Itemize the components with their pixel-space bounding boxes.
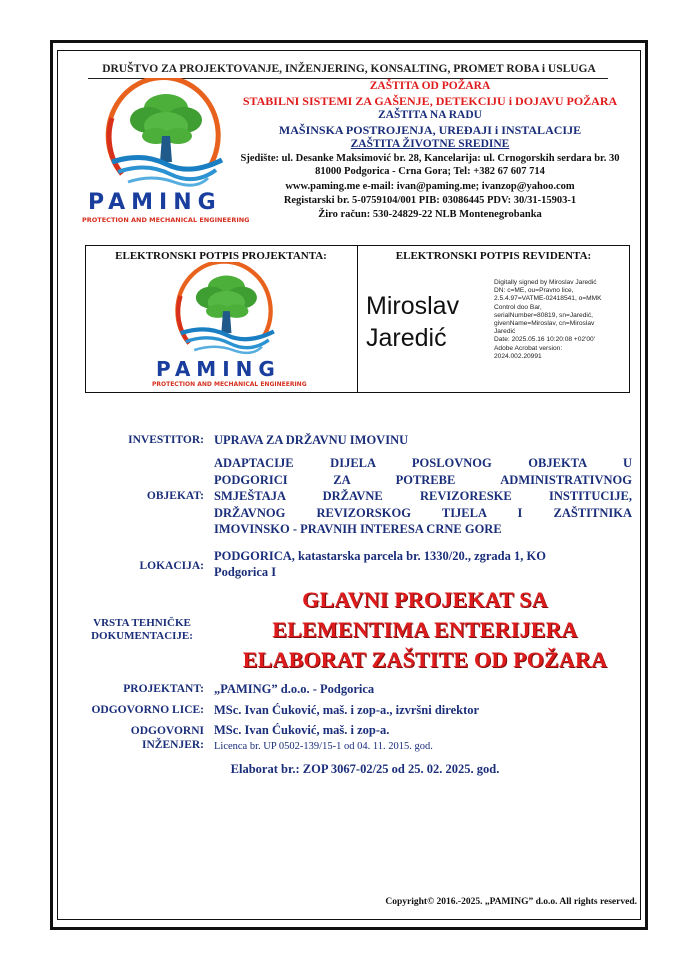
- signature-detail-line: 2024.002.20991: [494, 352, 542, 360]
- signature-detail-line: Adobe Acrobat version:: [494, 344, 563, 352]
- signature-detail-line: DN: c=ME, ou=Pravno lice,: [494, 287, 574, 295]
- object-label: OBJEKAT:: [146, 490, 204, 502]
- doc-type-label: [72, 617, 212, 643]
- investor-label: INVESTITOR:: [128, 434, 204, 446]
- signer-first-name: Miroslav: [366, 292, 460, 320]
- service-fire-protection: ZAŠTITA OD POŽARA: [369, 80, 491, 92]
- bank-account-line: Žiro račun: 530-24829-22 NLB Montenegrobanka: [318, 209, 542, 220]
- designer-signature-title: ELEKTRONSKI POTPIS PROJEKTANTA:: [115, 250, 327, 262]
- signer-last-name: Jaredić: [366, 324, 447, 352]
- location-value: [214, 548, 546, 580]
- location-label: LOKACIJA:: [139, 560, 204, 572]
- object-line: DRŽAVNOG REVIZORSKOG TIJELA I ZAŠTITNIKA: [214, 505, 632, 520]
- logo-name: PAMING: [88, 190, 222, 215]
- signature-detail-line: Date: 2025.05.16 10:20:08 +02'00': [494, 336, 595, 344]
- engineer-label-line: INŽENJER:: [142, 739, 204, 751]
- service-mechanical: MAŠINSKA POSTROJENJA, UREĐAJI i INSTALACIJE: [278, 123, 582, 137]
- responsible-label: ODGOVORNO LICE:: [91, 704, 204, 716]
- object-line: PODGORICI ZA POTREBE ADMINISTRATIVNOG: [214, 472, 632, 487]
- registry-line: Registarski br. 5-0759104/001 PIB: 03086445 PDV: 30/31-15903-1: [283, 195, 577, 206]
- service-stable-systems: STABILNI SISTEMI ZA GAŠENJE, DETEKCIJU i DOJAVU POŽARA: [242, 94, 618, 108]
- investor-value: UPRAVA ZA DRŽAVNU IMOVINU: [214, 433, 409, 447]
- tree-logo-icon: [82, 78, 242, 196]
- designer-value: „PAMING” d.o.o. - Podgorica: [214, 682, 375, 696]
- engineer-label: [80, 724, 204, 752]
- logo-subtitle: PROTECTION AND MECHANICAL ENGINEERING: [152, 381, 307, 388]
- object-line: SMJEŠTAJA DRŽAVNE REVIZORESKE INSTITUCIJE,: [214, 489, 632, 503]
- reviewer-signature-name: [366, 290, 459, 354]
- signature-detail-line: 2.5.4.97=VATME-02418541, o=MMK: [494, 295, 602, 303]
- doc-type-label-line: DOKUMENTACIJE:: [91, 630, 193, 642]
- object-value: [214, 455, 632, 538]
- engineer-label-line: ODGOVORNI: [130, 725, 204, 737]
- web-email-line: www.paming.me e-mail: ivan@paming.me; ivanzop@yahoo.com: [285, 181, 575, 192]
- signature-detail-line: Control doo Bar,: [494, 303, 542, 311]
- engineer-value: MSc. Ivan Ćuković, maš. i zop-a.: [214, 723, 390, 737]
- elaborat-number: Elaborat br.: ZOP 3067-02/25 od 25. 02. 2025. god.: [230, 762, 500, 776]
- responsible-value: MSc. Ivan Ćuković, maš. i zop-a., izvršni direktor: [214, 703, 480, 717]
- tree-logo-icon: [148, 262, 298, 362]
- signature-detail-line: givenName=Miroslav, cn=Miroslav: [494, 320, 595, 328]
- header-logo: [82, 78, 250, 224]
- reviewer-signature-title: ELEKTRONSKI POTPIS REVIDENTA:: [395, 250, 592, 262]
- signature-divider: [357, 245, 358, 393]
- digital-signature-details: [494, 279, 626, 361]
- logo-name: PAMING: [156, 357, 281, 381]
- object-line: IMOVINSKO - PRAVNIH INTERESA CRNE GORE: [214, 522, 502, 536]
- signature-detail-line: Digitally signed by Miroslav Jaredić: [494, 279, 597, 286]
- service-safety-at-work: ZAŠTITA NA RADU: [378, 109, 482, 121]
- company-description: DRUŠTVO ZA PROJEKTOVANJE, INŽENJERING, KONSALTING, PROMET ROBA i USLUGA: [102, 63, 596, 75]
- city-phone-line: 81000 Podgorica - Crna Gora; Tel: +382 67 607 714: [315, 166, 545, 177]
- signature-detail-line: Jaredić: [494, 328, 516, 336]
- logo-subtitle: PROTECTION AND MECHANICAL ENGINEERING: [82, 216, 250, 224]
- engineer-license: Licenca br. UP 0502-139/15-1 od 04. 11. 2015. god.: [214, 741, 433, 752]
- signature-detail-line: serialNumber=80819, sn=Jaredić,: [494, 311, 593, 319]
- copyright: Copyright© 2016.-2025. „PAMING” d.o.o. All rights reserved.: [385, 897, 637, 907]
- doc-type-label-line: VRSTA TEHNIČKE: [93, 617, 191, 629]
- location-line: PODGORICA, katastarska parcela br. 1330/20., zgrada 1, KO: [214, 549, 546, 563]
- doc-type-line-1: GLAVNI PROJEKAT SA: [302, 587, 548, 612]
- designer-signature-logo: [148, 262, 307, 390]
- service-environment: ZAŠTITA ŽIVOTNE SREDINE: [350, 138, 510, 150]
- doc-type-line-2: ELEMENTIMA ENTERIJERA: [272, 617, 578, 642]
- designer-label: PROJEKTANT:: [123, 683, 204, 695]
- location-line: Podgorica I: [214, 565, 277, 579]
- address-line: Sjedište: ul. Desanke Maksimović br. 28, Kancelarija: ul. Crnogorskih serdara br. 30: [240, 153, 620, 164]
- object-line: ADAPTACIJE DIJELA POSLOVNOG OBJEKTA U: [214, 456, 632, 470]
- doc-type-line-3: ELABORAT ZAŠTITE OD POŽARA: [242, 647, 608, 672]
